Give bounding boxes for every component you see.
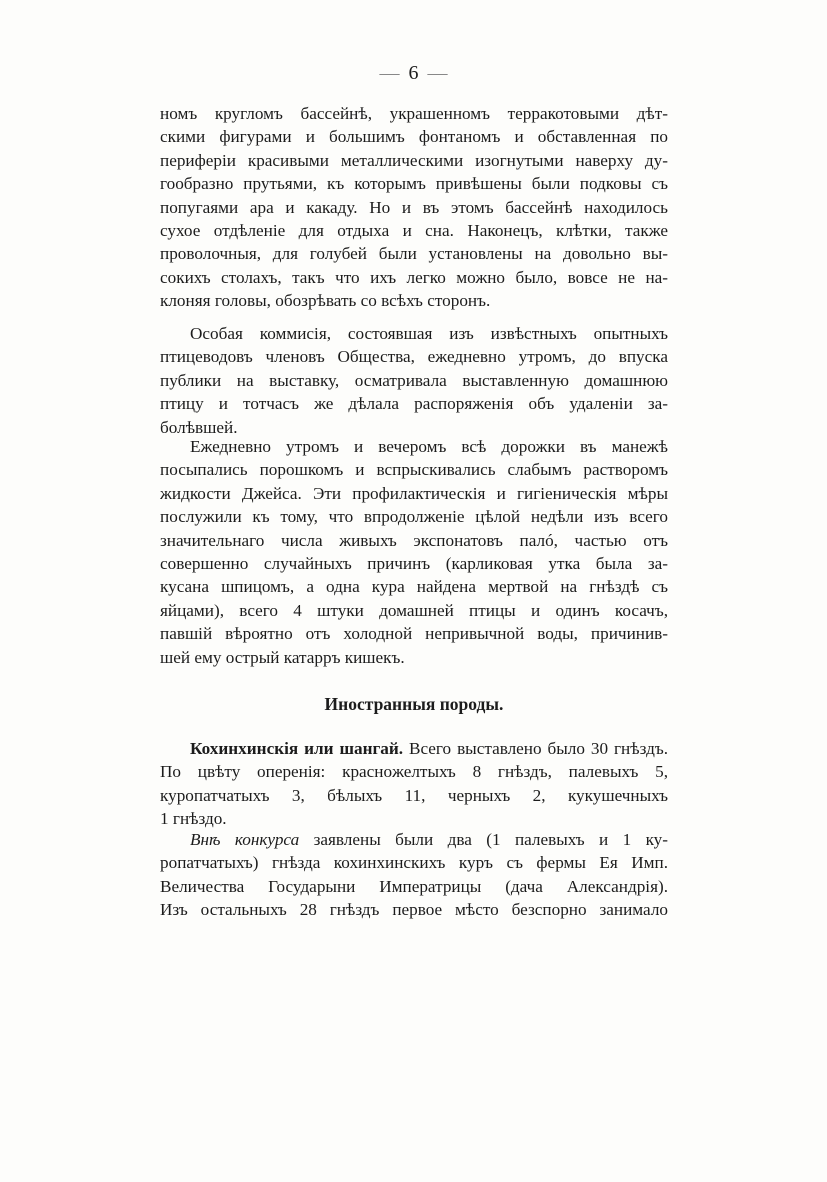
text-line: посыпались порошкомъ и вспрыскивались слабымъ растворомъ — [160, 460, 668, 480]
header-dash-left: — — [379, 62, 400, 84]
paragraph-hygiene — [160, 435, 668, 669]
text-line: птицу и тотчасъ же дѣлала распоряженія объ удаленіи за- — [160, 394, 668, 414]
text-line: болѣвшей. — [160, 417, 238, 437]
text-line: попугаями ара и какаду. Но и въ этомъ бассейнѣ находилось — [160, 197, 668, 217]
text-line: павшій вѣроятно отъ холодной непривычной воды, причинив- — [160, 624, 668, 644]
text-fragment: заявлены были два (1 палевыхъ и 1 ку- — [313, 830, 668, 849]
text-line: публики на выставку, осматривала выставленную домашнюю — [160, 370, 668, 390]
text-line — [160, 737, 668, 760]
text-line: сокихъ столахъ, такъ что ихъ легко можно было, вовсе не на- — [160, 267, 668, 287]
breed-name: Кохинхинскія или шангай. — [190, 739, 404, 758]
text-line: кусана шпицомъ, а одна кура найдена мертвой на гнѣздѣ съ — [160, 577, 668, 597]
text-line: Ежедневно утромъ и вечеромъ всѣ дорожки въ манежѣ — [190, 437, 668, 456]
section-heading: Иностранныя породы. — [324, 694, 504, 714]
text-line: жидкости Джейса. Эти профилактическія и гигіеническія мѣры — [160, 483, 668, 503]
text-line: клоняя головы, обозрѣвать со всѣхъ сторонъ. — [160, 291, 491, 311]
text-line: совершенно случайныхъ причинъ (карликовая утка была за- — [160, 553, 668, 573]
emphasis-text: Внѣ конкурса — [190, 830, 300, 849]
page-number: 6 — [408, 62, 419, 84]
paragraph-commission — [160, 322, 668, 439]
text-line: По цвѣту оперенія: краснoжелтыхъ 8 гнѣздъ, палевыхъ 5, — [160, 762, 668, 782]
text-line: периферіи красивыми металлическими изогнутыми наверху ду- — [160, 150, 668, 170]
text-line: шей ему острый катарръ кишекъ. — [160, 647, 405, 667]
header-dash-right: — — [427, 62, 448, 84]
text-line: значительнаго числа живыхъ экспонатовъ палó, частью отъ — [160, 530, 668, 550]
text-line: номъ кругломъ бассейнѣ, украшенномъ терракотовыми дѣт- — [160, 104, 668, 123]
text-fragment: Всего выставлено было 30 гнѣздъ. — [409, 739, 668, 758]
text-line — [160, 828, 668, 851]
paragraph-pool-description — [160, 102, 668, 313]
text-line: птицеводовъ членовъ Общества, ежедневно утромъ, до впуска — [160, 347, 668, 367]
text-line: скими фигурами и большимъ фонтаномъ и обставленная по — [160, 127, 668, 147]
paragraph-cochin-breeds — [160, 737, 668, 831]
text-line: Изъ остальныхъ 28 гнѣздъ первое мѣсто безспорно занимало — [160, 900, 668, 920]
text-line: гообразно прутьями, къ которымъ привѣшены были подковы съ — [160, 174, 668, 194]
text-line: проволочныя, для голубей были установлены на довольно вы- — [160, 244, 668, 264]
text-line: Величества Государыни Императрицы (дача Александрія). — [160, 876, 668, 896]
text-line: 1 гнѣздо. — [160, 809, 227, 829]
text-line: послужили къ тому, что впродолженіе цѣлой недѣли изъ всего — [160, 507, 668, 527]
paragraph-out-of-competition — [160, 828, 668, 922]
text-line: яйцами), всего 4 штуки домашней птицы и одинъ косачъ, — [160, 600, 668, 620]
text-line: Особая коммисія, состоявшая изъ извѣстныхъ опытныхъ — [190, 324, 668, 343]
page-header — [0, 62, 827, 85]
text-line: сухое отдѣленіе для отдыха и сна. Наконецъ, клѣтки, также — [160, 220, 668, 240]
text-line: ропатчатыхъ) гнѣзда кохинхинскихъ куръ съ фермы Ея Имп. — [160, 853, 668, 873]
text-line: куропатчатыхъ 3, бѣлыхъ 11, черныхъ 2, кукушечныхъ — [160, 785, 668, 805]
